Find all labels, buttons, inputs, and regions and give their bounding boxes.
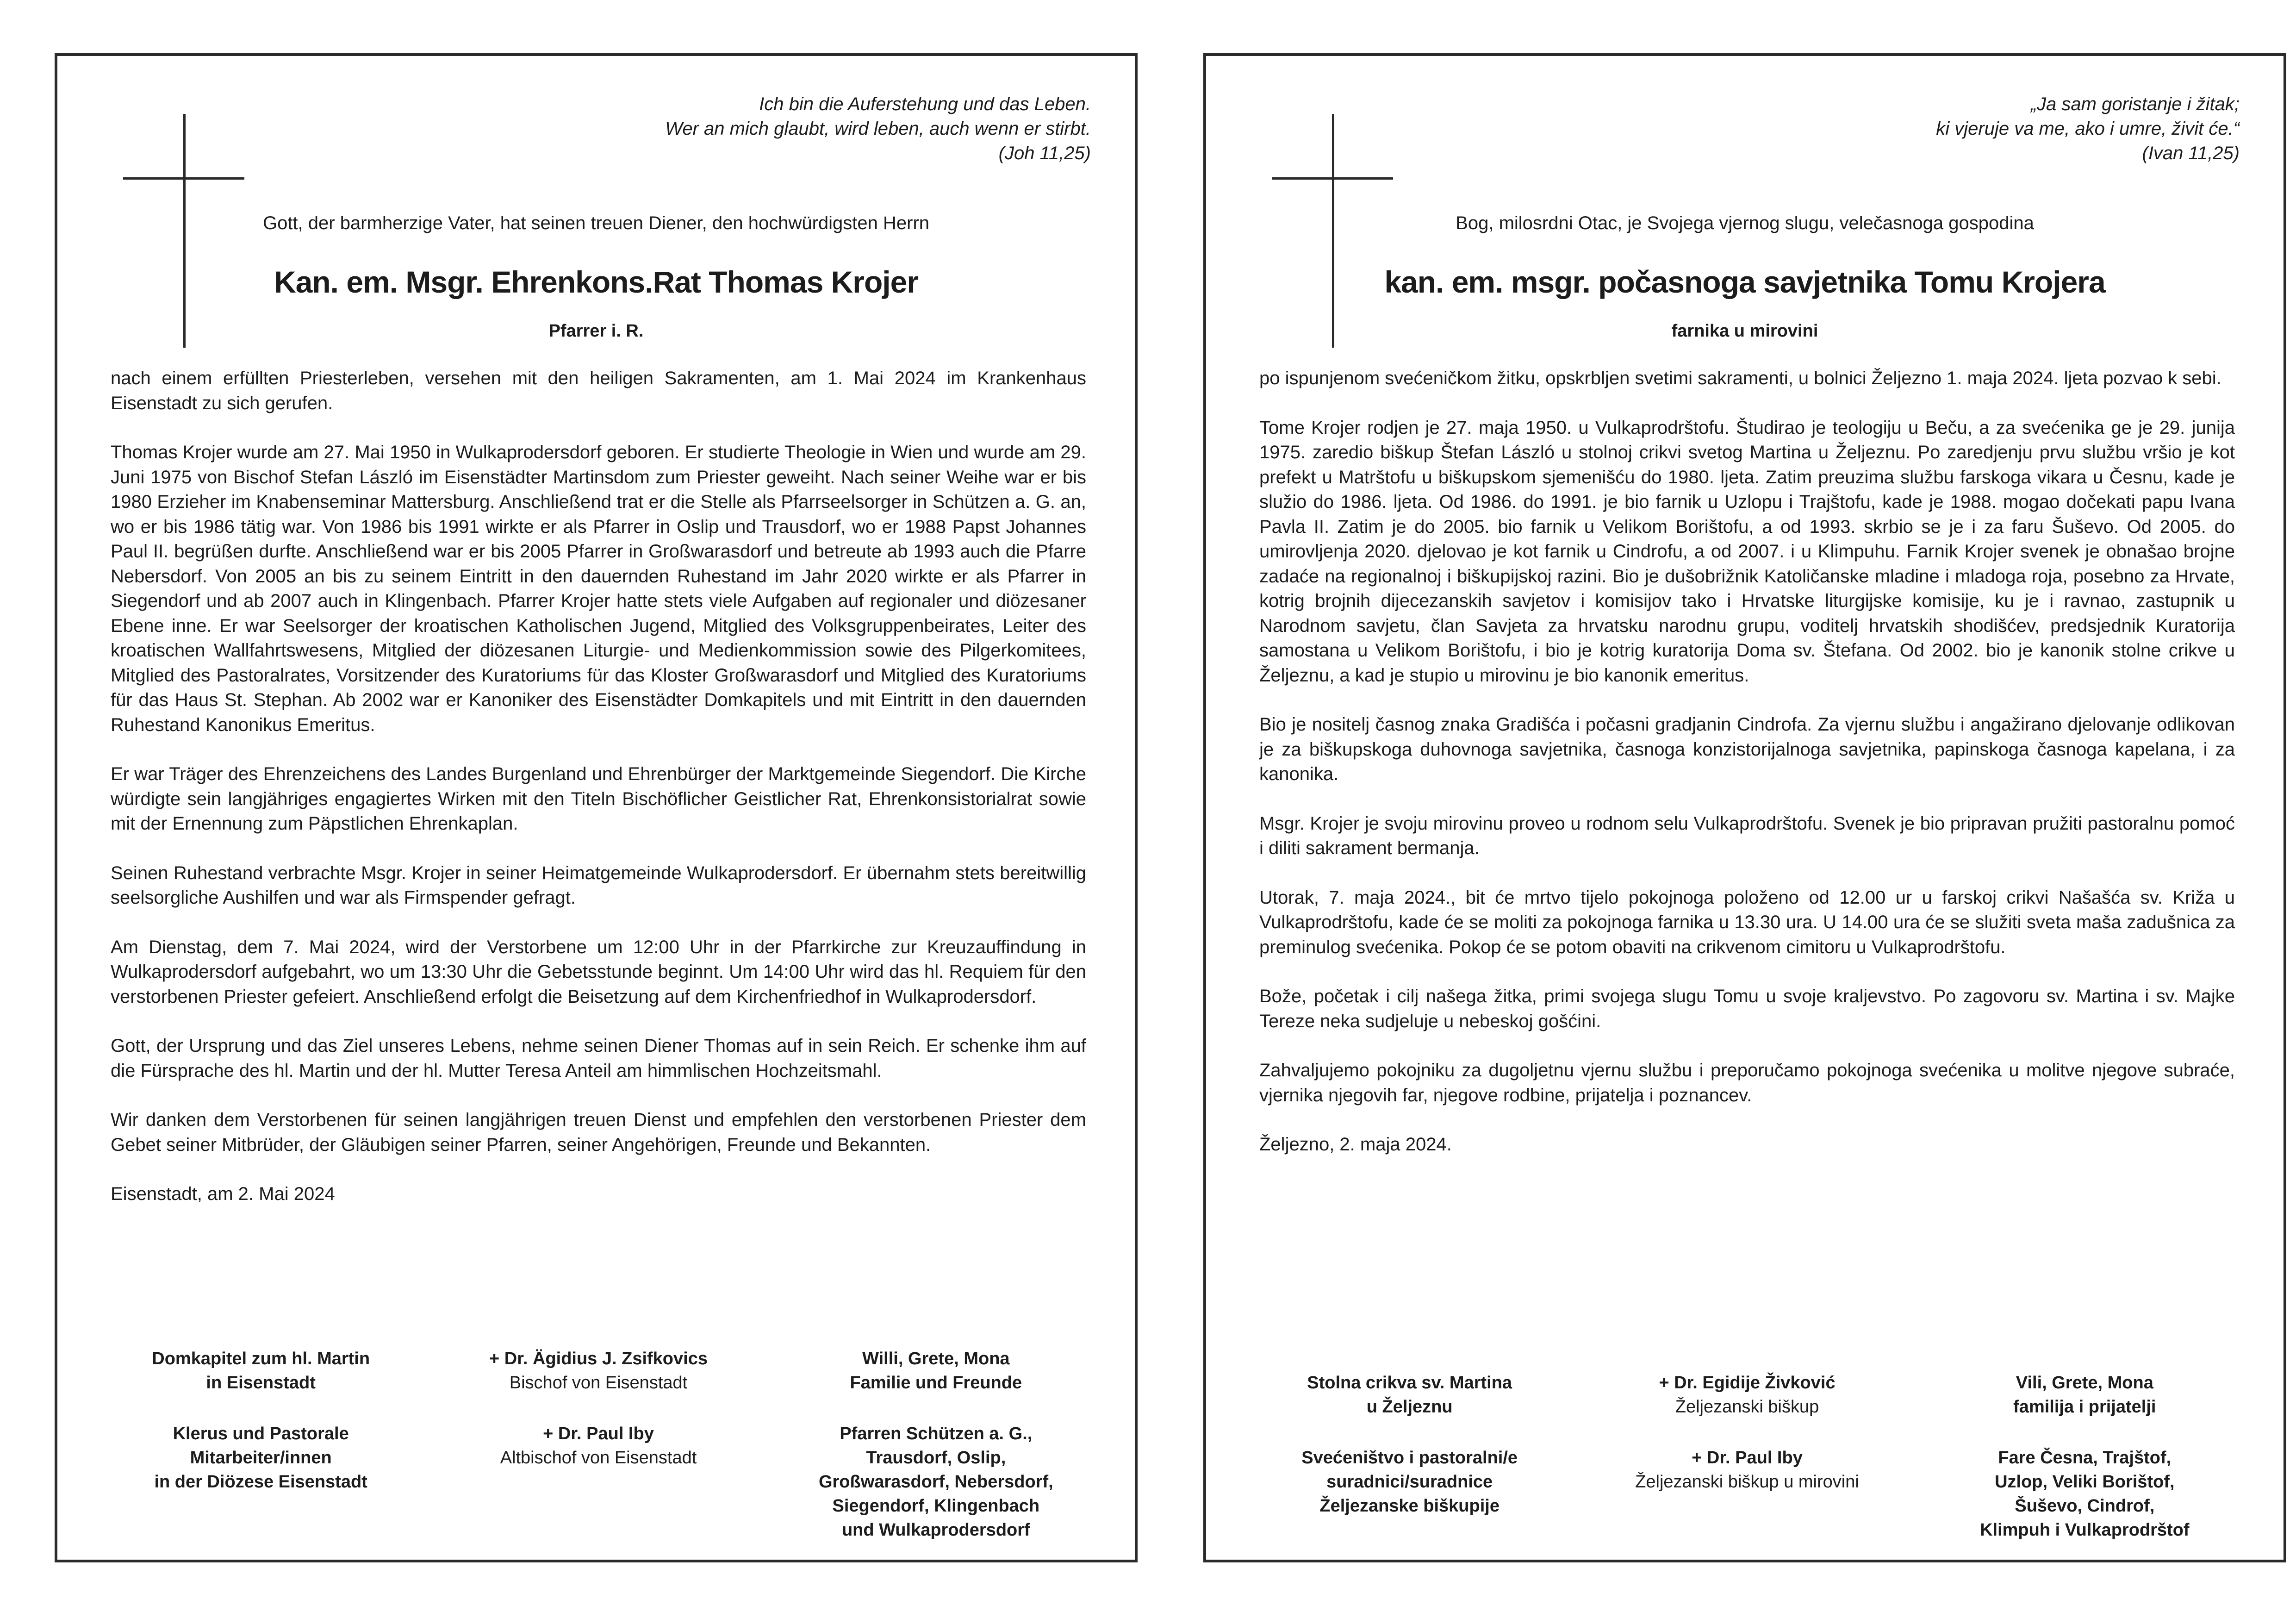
paragraph: po ispunjenom svećeničkom žitku, opskrbljen svetimi sakramenti, u bolnici Željezno 1. maja 2024. ljeta pozvao k sebi. [1259, 368, 2221, 388]
obituary-card-german [55, 53, 1138, 1562]
signatory: Willi, Grete, Mona Familie und Freunde [850, 1349, 1022, 1393]
signatory: + Dr. Ägidius J. Zsifkovics Bischof von Eisenstadt [489, 1349, 708, 1393]
deceased-name: Kan. em. Msgr. Ehrenkons.Rat Thomas Krojer [274, 265, 919, 299]
paragraph: Zahvaljujemo pokojniku za dugoljetnu vjernu službu i preporučamo pokojnoga svećenika u molitve njegove subraće, vjernika njegovih far, njegove rodbine, prijatelja i poznancev. [1259, 1060, 2235, 1106]
signatory: Svećeništvo i pastoralni/e suradnici/suradnice Željezanske biškupije [1301, 1448, 1518, 1516]
cross-icon-bar [123, 177, 244, 180]
paragraph: Msgr. Krojer je svoju mirovinu proveo u rodnom selu Vulkaprodrštofu. Svenek je bio pripravan pružiti pastoralnu pomoć i diliti sakrament bermanja. [1259, 813, 2235, 858]
cross-icon-bar [1272, 177, 1393, 180]
bible-quote: „Ja sam goristanje i žitak; ki vjeruje va me, ako i umre, živit će.“ (Ivan 11,25) [1936, 94, 2240, 163]
signatories [101, 1347, 1095, 1542]
paragraph: Utorak, 7. maja 2024., bit će mrtvo tijelo pokojnoga položeno od 12.00 ur u farskoj crikvi Našašća sv. Križa u Vulkaprodrštofu, kade će se moliti za pokojnoga farnika u 13.30 ura. U 14.00 ura će se služiti sveta maša zadušnica za preminulog svećenika. Pokop će se potom obaviti na crikvenom cimitoru u Vulkaprodrštofu. [1259, 887, 2235, 957]
obituary-card-croatian [1203, 53, 2286, 1562]
signatory: + Dr. Egidije Živković Željezanski biškup [1659, 1373, 1836, 1417]
signatory: + Dr. Paul Iby Željezanski biškup u mirovini [1635, 1448, 1859, 1492]
bible-quote: Ich bin die Auferstehung und das Leben. Wer an mich glaubt, wird leben, auch wenn er stirbt. (Joh 11,25) [665, 94, 1091, 163]
signatories [1250, 1371, 2244, 1542]
date-line: Eisenstadt, am 2. Mai 2024 [111, 1184, 335, 1204]
paragraph: Wir danken dem Verstorbenen für seinen langjährigen treuen Dienst und empfehlen den verstorbenen Priester dem Gebet seiner Mitbrüder, der Gläubigen seiner Pfarren, seiner Angehörigen, Freunde und Bekannten. [111, 1110, 1086, 1155]
signatory: Vili, Grete, Mona familija i prijatelji [2013, 1373, 2156, 1417]
paragraph: Er war Träger des Ehrenzeichens des Landes Burgenland und Ehrenbürger der Marktgemeinde Siegendorf. Die Kirche würdigte sein langjähriges engagiertes Wirken mit den Titeln Bischöflicher Geistlicher Rat, Ehrenkonsistorialrat sowie mit der Ernennung zum Päpstlichen Ehrenkaplan. [111, 764, 1086, 834]
signatory: Klerus und Pastorale Mitarbeiter/innen in der Diözese Eisenstadt [154, 1424, 367, 1492]
paragraph: Bože, početak i cilj našega žitka, primi svojega slugu Tomu u svoje kraljevstvo. Po zagovoru sv. Martina i sv. Majke Tereze neka sudjeluje u nebeskoj gošćini. [1259, 986, 2235, 1031]
intro-line: Bog, milosrdni Otac, je Svojega vjernog slugu, velečasnoga gospodina [1456, 213, 2034, 233]
paragraph: Tome Krojer rodjen je 27. maja 1950. u Vulkaprodrštofu. Študirao je teologiju u Beču, a za svećenika ge je 29. junija 1975. zaredio biškup Štefan László u stolnoj crikvi svetog Martina u Željeznu. Po zaredjenju prvu službu vršio je kot prefekt u Matrštofu u biškupskom sjemenišću do 1980. ljeta. Zatim preuzima službu farskoga vikara u Česnu, kade je služio do 1986. ljeta. Od 1986. do 1991. je bio farnik u Uzlopu i Trajštofu, kade je 1988. mogao dočekati papu Ivana Pavla II. Zatim je do 2005. bio farnik u Velikom Borištofu, a od 1993. skrbio se je i za faru Šuševo. Od 2005. do umirovljenja 2020. djelovao je kot farnik u Cindrofu, a od 2007. i u Klimpuhu. Farnik Krojer svenek je obnašao brojne zadaće na regionalnoj i biškupijskoj razini. Bio je dušobrižnik Katoličanske mladine i mladoga roja, posebno za Hrvate, kotrig brojnih dijecezanskih savjetov i komisijov tako i Hrvatske liturgijske komisije, ku je i ravnao, zastupnik u Narodnom savjetu, član Savjeta za hrvatsku narodnu grupu, voditelj hrvatskih shodišćev, predsjednik Kuratorija samostana u Velikom Borištofu, i bio je kotrig kuratorija Doma sv. Štefana. Od 2002. bio je kanonik stolne crikve u Željeznu, a kad je stupio u mirovinu je bio kanonik emeritus. [1259, 417, 2235, 686]
signatory: Pfarren Schützen a. G., Trausdorf, Oslip, Großwarasdorf, Nebersdorf, Siegendorf, Klingenbach und Wulkaprodersdorf [818, 1424, 1053, 1540]
paragraph: nach einem erfüllten Priesterleben, versehen mit den heiligen Sakramenten, am 1. Mai 2024 im Krankenhaus Eisenstadt zu sich gerufen. [111, 368, 1086, 413]
deceased-role: farnika u mirovini [1671, 321, 1818, 341]
paragraph: Am Dienstag, dem 7. Mai 2024, wird der Verstorbene um 12:00 Uhr in der Pfarrkirche zur Kreuzauffindung in Wulkaprodersdorf aufgebahrt, wo um 13:30 Uhr die Gebetsstunde beginnt. Um 14:00 Uhr wird das hl. Requiem für den verstorbenen Priester gefeiert. Anschließend erfolgt die Beisetzung auf dem Kirchenfriedhof in Wulkaprodersdorf. [111, 937, 1086, 1007]
paragraph: Seinen Ruhestand verbrachte Msgr. Krojer in seiner Heimatgemeinde Wulkaprodersdorf. Er übernahm stets bereitwillig seelsorgliche Aushilfen und war als Firmspender gefragt. [111, 862, 1086, 908]
paragraph: Thomas Krojer wurde am 27. Mai 1950 in Wulkaprodersdorf geboren. Er studierte Theologie in Wien und wurde am 29. Juni 1975 von Bischof Stefan László im Eisenstädter Martinsdom zum Priester geweiht. Nach seiner Weihe war er bis 1980 Erzieher im Knabenseminar Mattersburg. Anschließend trat er die Stelle als Pfarrseelsorger in Schützen a. G. an, wo er bis 1986 tätig war. Von 1986 bis 1991 wirkte er als Pfarrer in Oslip und Trausdorf, wo er 1988 Papst Johannes Paul II. begrüßen durfte. Anschließend war er bis 2005 Pfarrer in Großwarasdorf und betreute ab 1993 auch die Pfarre Nebersdorf. Von 2005 an bis zu seinem Eintritt in den dauernden Ruhestand im Jahr 2020 wirkte er als Pfarrer in Siegendorf und ab 2007 auch in Klingenbach. Pfarrer Krojer hatte stets viele Aufgaben auf regionaler und diözesaner Ebene inne. Er war Seelsorger der kroatischen Katholischen Jugend, Mitglied des Volksgruppenbeirates, Leiter des kroatischen Wallfahrtswesens, Mitglied der diözesanen Liturgie- und Medienkommission sowie des Pilgerkomitees, Mitglied des Pastoralrates, Vorsitzender des Kuratoriums für das Kloster Großwarasdorf und Mitglied des Kuratoriums für das Haus St. Stephan. Ab 2002 war er Kanoniker des Eisenstädter Domkapitels und mit Eintritt in den dauernden Ruhestand Kanonikus Emeritus. [111, 442, 1086, 735]
paragraph: Gott, der Ursprung und das Ziel unseres Lebens, nehme seinen Diener Thomas auf in sein Reich. Er schenke ihm auf die Fürsprache des hl. Martin und der hl. Mutter Teresa Anteil am himmlischen Hochzeitsmahl. [111, 1036, 1086, 1081]
signatory: + Dr. Paul Iby Altbischof von Eisenstadt [500, 1424, 697, 1468]
signatory: Fare Česna, Trajštof, Uzlop, Veliki Borištof, Šuševo, Cindrof, Klimpuh i Vulkaprodrštof [1980, 1448, 2190, 1540]
intro-line: Gott, der barmherzige Vater, hat seinen treuen Diener, den hochwürdigsten Herrn [262, 213, 930, 233]
date-line: Željezno, 2. maja 2024. [1259, 1134, 1452, 1155]
signatory: Domkapitel zum hl. Martin in Eisenstadt [152, 1349, 370, 1393]
deceased-role: Pfarrer i. R. [548, 321, 644, 341]
obituary-body [111, 366, 1086, 1231]
deceased-name: kan. em. msgr. počasnoga savjetnika Tomu Krojera [1384, 265, 2105, 299]
obituary-body [1259, 366, 2235, 1182]
signatory: Stolna crikva sv. Martina u Željeznu [1307, 1373, 1512, 1417]
paragraph: Bio je nositelj časnog znaka Gradišća i počasni gradjanin Cindrofa. Za vjernu službu i angažirano djelovanje odlikovan je za biškupskoga duhovnoga savjetnika, časnoga konzistorijalnoga savjetnika, papinskoga časnoga kapelana, i za kanonika. [1259, 714, 2235, 784]
